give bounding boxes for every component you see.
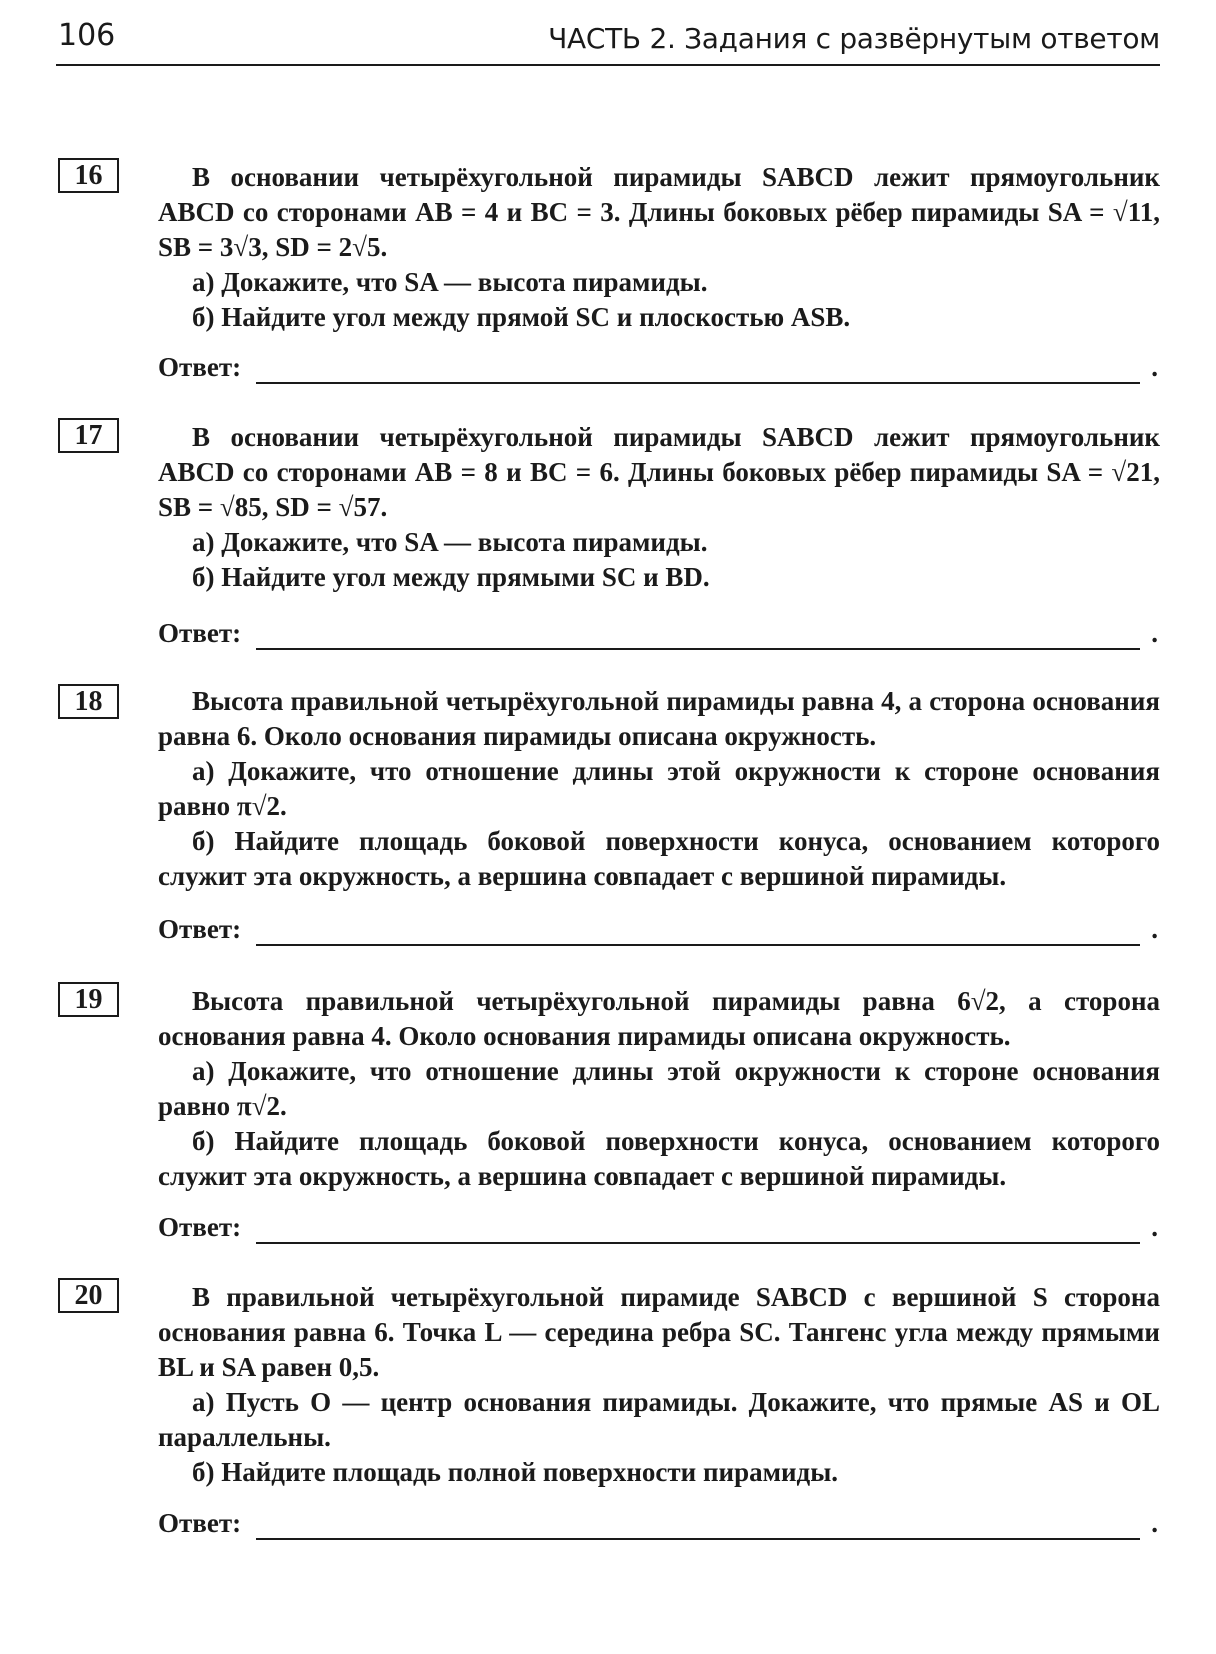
task-part-a: а) Пусть O — центр основания пирамиды. Докажите, что прямые AS и OL параллельны. <box>158 1387 1160 1452</box>
answer-dot: . <box>1151 1508 1158 1538</box>
task-text <box>158 160 1160 335</box>
task-number: 20 <box>58 1278 119 1313</box>
running-title: ЧАСТЬ 2. Задания с развёрнутым ответом <box>548 22 1160 55</box>
answer-label: Ответ: <box>158 618 242 648</box>
task-condition: Высота правильной четырёхугольной пирамиды равна 4, а сторона основания равна 6. Около основания пирамиды описана окружность. <box>158 686 1160 751</box>
task-part-b: б) Найдите площадь боковой поверхности конуса, основанием которого служит эта окружность, а вершина совпадает с вершиной пирамиды. <box>158 826 1160 891</box>
task-part-a: а) Докажите, что отношение длины этой окружности к стороне основания равно π√2. <box>158 1056 1160 1121</box>
answer-label: Ответ: <box>158 352 242 382</box>
answer-dot: . <box>1151 618 1158 648</box>
answer-row <box>158 352 1160 388</box>
answer-dot: . <box>1151 352 1158 382</box>
answer-line[interactable] <box>256 382 1140 384</box>
answer-line[interactable] <box>256 648 1140 650</box>
task-text <box>158 1280 1160 1490</box>
task-text <box>158 984 1160 1194</box>
task-part-a: а) Докажите, что отношение длины этой окружности к стороне основания равно π√2. <box>158 756 1160 821</box>
task-number: 17 <box>58 418 119 453</box>
answer-label: Ответ: <box>158 914 242 944</box>
task-text <box>158 684 1160 894</box>
task-part-b: б) Найдите площадь боковой поверхности конуса, основанием которого служит эта окружность, а вершина совпадает с вершиной пирамиды. <box>158 1126 1160 1191</box>
task-condition: В основании четырёхугольной пирамиды SABCD лежит прямоугольник ABCD со сторонами AB = 8 и BC = 6. Длины боковых рёбер пирамиды SA = √21, SB = √85, SD = √57. <box>158 422 1160 522</box>
task-part-b: б) Найдите угол между прямыми SC и BD. <box>192 562 710 592</box>
answer-line[interactable] <box>256 944 1140 946</box>
answer-line[interactable] <box>256 1538 1140 1540</box>
header-rule <box>56 64 1160 66</box>
task-text <box>158 420 1160 595</box>
answer-row <box>158 1508 1160 1544</box>
task-part-a: а) Докажите, что SA — высота пирамиды. <box>192 267 708 297</box>
task-number: 19 <box>58 982 119 1017</box>
task-number: 16 <box>58 158 119 193</box>
task-number: 18 <box>58 684 119 719</box>
page-number: 106 <box>58 18 116 53</box>
answer-label: Ответ: <box>158 1508 242 1538</box>
answer-dot: . <box>1151 1212 1158 1242</box>
task-condition: В основании четырёхугольной пирамиды SABCD лежит прямоугольник ABCD со сторонами AB = 4 и BC = 3. Длины боковых рёбер пирамиды SA = √11, SB = 3√3, SD = 2√5. <box>158 162 1160 262</box>
task-part-b: б) Найдите площадь полной поверхности пирамиды. <box>192 1457 839 1487</box>
answer-row <box>158 618 1160 654</box>
task-part-b: б) Найдите угол между прямой SC и плоскостью ASB. <box>192 302 851 332</box>
task-condition: Высота правильной четырёхугольной пирамиды равна 6√2, а сторона основания равна 4. Около основания пирамиды описана окружность. <box>158 986 1160 1051</box>
answer-row <box>158 1212 1160 1248</box>
answer-row <box>158 914 1160 950</box>
answer-line[interactable] <box>256 1242 1140 1244</box>
answer-label: Ответ: <box>158 1212 242 1242</box>
task-part-a: а) Докажите, что SA — высота пирамиды. <box>192 527 708 557</box>
answer-dot: . <box>1151 914 1158 944</box>
task-condition: В правильной четырёхугольной пирамиде SABCD с вершиной S сторона основания равна 6. Точка L — середина ребра SC. Тангенс угла между прямыми BL и SA равен 0,5. <box>158 1282 1160 1382</box>
